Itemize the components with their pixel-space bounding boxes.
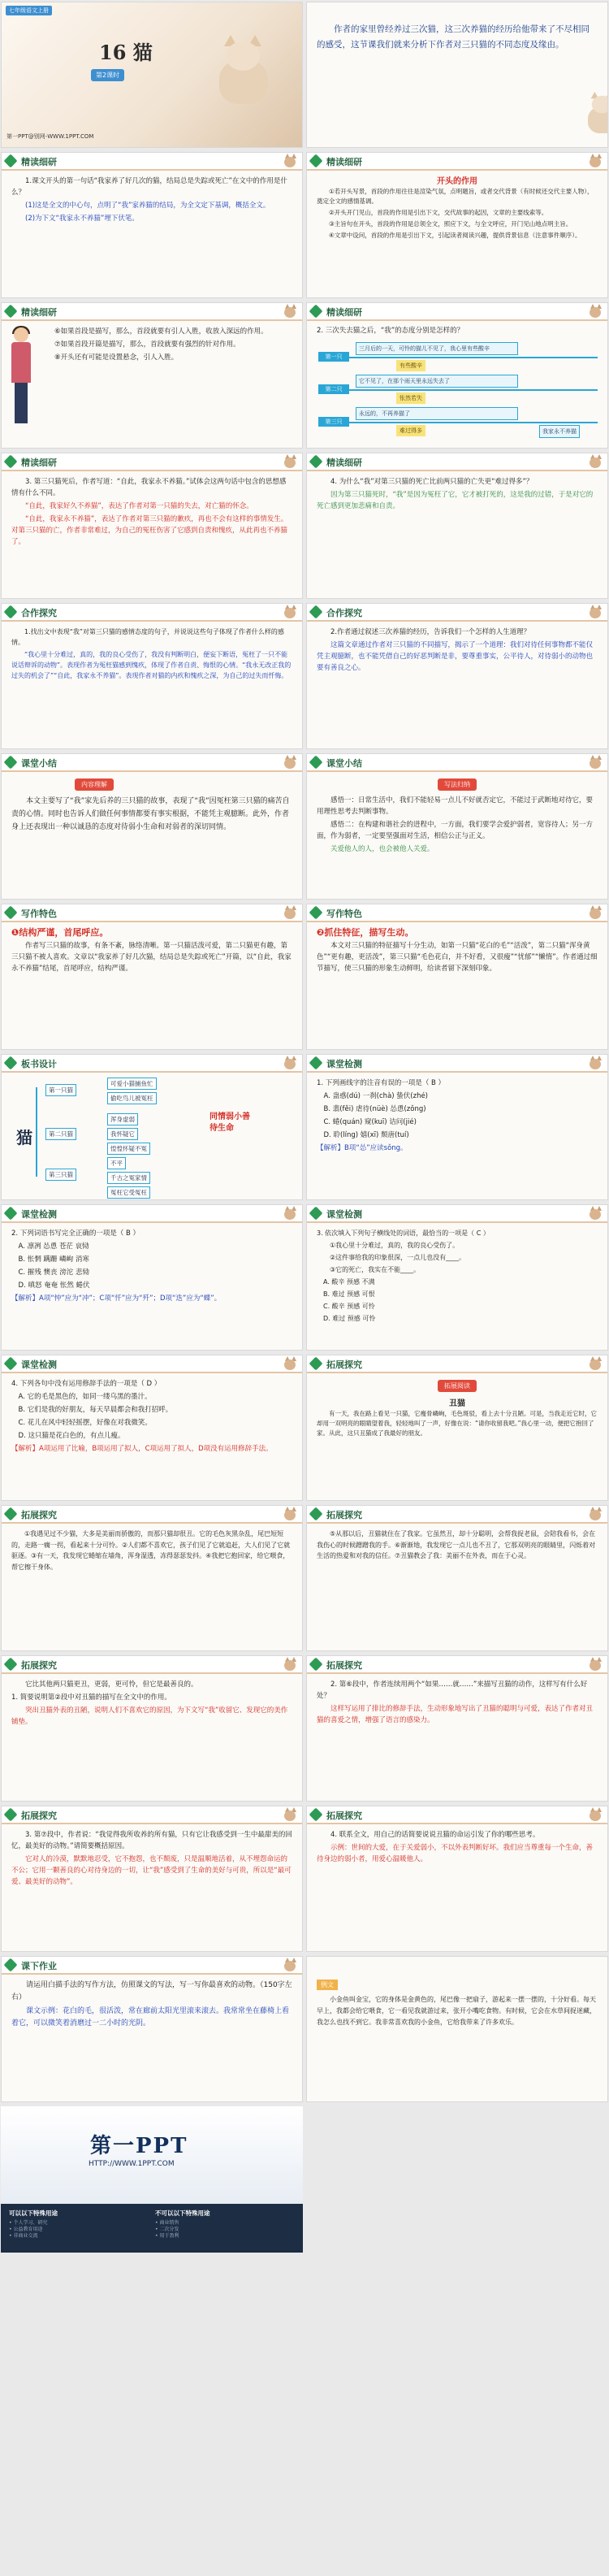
- content-tag: 内容理解: [75, 778, 114, 791]
- diamond-icon: [4, 1207, 18, 1221]
- insight-2: 感悟二：在构建和谐社会的进程中，一方面，我们要学会爱护弱者，宽容待人；另一方面，作为弱者，一定要坚强面对生活，相信公正与正义。: [317, 821, 594, 840]
- question: 3. 依次填入下列句子横线处的词语，最恰当的一项是（ C ）: [317, 1229, 490, 1237]
- section-title: 拓展探究: [21, 1811, 57, 1821]
- cat-face-icon: [283, 904, 297, 921]
- section-title: 精读细研: [326, 458, 362, 468]
- section-title: 精读细研: [21, 307, 57, 318]
- question: 1. 下列画线字的注音有误的一项是（ B ）: [317, 1079, 446, 1087]
- tree-group: 第二只猫: [45, 1128, 76, 1140]
- slide-24[interactable]: [306, 1655, 608, 1802]
- question: 2. 第⑥段中，作者连续用两个“如果……就……”来描写丑猫的动作，这样写有什么好处？: [317, 1680, 588, 1700]
- timeline-node: 第三只: [318, 417, 349, 427]
- option-b: B. 难过 预感 可恨: [323, 1290, 375, 1298]
- cat-face-icon: [283, 1806, 297, 1823]
- option-c: C. 摧残 懊丧 滂沱 悲恸: [18, 1268, 89, 1277]
- grade-tag: 七年级语文上册: [6, 6, 52, 15]
- option-d: D. 难过 预感 可怜: [323, 1315, 376, 1322]
- diamond-icon: [4, 305, 18, 319]
- homework-example: 课文示例：花白的毛，很活泼，常在廊前太阳光里滚来滚去。我常常坐在藤椅上看着它，可以微笑着消磨过一二小时的光阴。: [11, 2007, 290, 2027]
- slide-14[interactable]: [306, 904, 608, 1050]
- section-title: 拓展探究: [326, 1811, 362, 1821]
- question: 3. 第⑦段中，作者说：“我觉得我所收养的所有猫，只有它让我感受到一生中最甜美的回忆，最美好的动物。”请简要概括原因。: [11, 1831, 292, 1850]
- section-title: 写作特色: [21, 909, 57, 919]
- diamond-icon: [4, 756, 18, 770]
- cover-footer: 第一PPT@别网-WWW.1PPT.COM: [6, 133, 94, 140]
- feature-text: 作者写三只猫的故事，有条不紊，脉络清晰。第一只猫活泼可爱，第二只猫更有趣，第三只猫不被人喜欢。文章以“我家养了好几次猫，结局总是失踪或死亡”开篇，以“自此，我家永不养猫”结尾，首尾呼应，结构严谨。: [11, 942, 292, 973]
- item-3: ③主旨句在开头，首段的作用是总领全文，照应下文，与全文呼应，开门见山地点明主旨。: [329, 220, 572, 228]
- feeling-tag: 难过得多: [396, 425, 425, 436]
- cat-face-icon: [283, 754, 297, 770]
- section-title: 课堂小结: [326, 758, 362, 769]
- diamond-icon: [4, 455, 18, 469]
- cat-face-icon: [588, 604, 603, 620]
- brand-logo: 第一PPT: [90, 2134, 188, 2158]
- tree-conclusion: 同情弱小善待生命: [209, 1112, 250, 1133]
- brand-url: HTTP://WWW.1PPT.COM: [89, 2160, 175, 2168]
- diamond-icon: [4, 1507, 18, 1521]
- feature-point: ❷抓住特征，描写生动。: [317, 927, 414, 938]
- option-c: C. 花儿在风中轻轻摇摆，好像在对我微笑。: [18, 1419, 152, 1427]
- intro-text: 作者的家里曾经养过三次猫，这三次养猫的经历给他带来了不尽相同的感受，这节课我们就来分析下作者对三只猫的不同态度及缘由。: [317, 24, 590, 50]
- item-6: ⑥如果首段是描写，那么，首段就要有引人入胜，收放入深远的作用。: [54, 327, 268, 336]
- excerpt: 它比其他两只猫更丑，更弱，更可怜，但它是最善良的。: [25, 1680, 198, 1689]
- slide-13[interactable]: [1, 904, 303, 1050]
- section-title: 合作探究: [21, 608, 57, 618]
- question: 4. 为什么“我”对第三只猫的死亡比前两只猫的亡失更“难过得多”？: [330, 478, 533, 486]
- reading-title: 丑猫: [449, 1399, 465, 1408]
- answer: 这样写运用了排比的修辞手法，生动形象地写出了丑猫的聪明与可爱，表达了作者对丑猫的喜爱之情，增强了语言的感染力。: [317, 1705, 594, 1724]
- timeline-note: 它不见了，在那个雨天里永远失去了: [356, 375, 518, 388]
- slide-8[interactable]: [306, 453, 608, 599]
- item-4: ④文章中设问，首段的作用是引出下文，引起读者阅读兴趣，提供背景信息（注意事件顺序）。: [329, 232, 581, 239]
- cat-face-icon: [283, 453, 297, 470]
- diamond-icon: [309, 1207, 323, 1221]
- option-a: A. 蛊惑(dú) 一刹(chà) 蛰伏(zhé): [323, 1092, 429, 1100]
- timeline-node: 第一只: [318, 352, 349, 362]
- slide-12[interactable]: [306, 753, 608, 900]
- diamond-icon: [309, 906, 323, 920]
- tree-leaf: 千古之冤家情: [107, 1172, 150, 1184]
- slide-17[interactable]: [1, 1204, 303, 1351]
- question: 4. 联系全文，用自己的话简要说说丑猫的命运引发了你的哪些思考。: [330, 1831, 540, 1839]
- cover-slide[interactable]: [1, 2, 303, 148]
- slide-26[interactable]: [306, 1806, 608, 1952]
- answer-1: “自此，我家好久不养猫”，表达了作者对第一只猫的失去，对亡猫的怀念。: [25, 502, 253, 510]
- analysis: 【解析】A项“忡”应为“冲”；C项“忏”应为“歼”；D项“迭”应为“蝶”。: [11, 1295, 222, 1303]
- cat-face-icon: [283, 153, 297, 169]
- timeline-note: 三月后的一天，可怜的猫儿不见了，我心里有些酸辛: [356, 342, 518, 355]
- example-tag: 例文: [317, 1980, 338, 1990]
- board-tree: [2, 1055, 302, 1199]
- content-tag: 写法归纳: [438, 778, 477, 791]
- cat-face-icon: [588, 1355, 603, 1372]
- reading-text: ①我遇见过不少猫，大多是美丽而骄傲的，而那只猫却很丑。它的毛色灰黑杂乱，尾巴短短的，走路一瘸一拐，看起来十分可怜。②人们都不喜欢它，孩子们见了它就追赶，大人们见了它就驱逐。③有一天，我发现它蜷缩在墙角，浑身湿透，冻得瑟瑟发抖。④我把它抱回家，给它喂食，帮它擦干身体。: [11, 1530, 291, 1571]
- tree-leaf: 偷吃鸟儿被冤枉: [107, 1092, 157, 1104]
- cat-face-icon: [588, 904, 603, 921]
- card-title: 开头的作用: [437, 177, 477, 186]
- diamond-icon: [4, 1658, 18, 1672]
- item-2: ②开头开门见山，首段的作用是引出下文，交代故事的起因，文章的主要线索等。: [329, 209, 548, 216]
- cat-face-icon: [283, 1205, 297, 1221]
- cat-face-icon: [283, 1506, 297, 1522]
- allowed-title: 可以以下特殊用途: [9, 2210, 58, 2217]
- answer-1: (1)这是全文的中心句，点明了“我”家养猫的结局，为全文定下基调，概括全文。: [25, 202, 270, 210]
- section-title: 课堂检测: [326, 1059, 362, 1069]
- answer: 突出丑猫外表的丑陋，说明人们不喜欢它的原因，为下文写“我”收留它、发现它的美作铺垫。: [11, 1706, 288, 1726]
- answer: “我心里十分难过，真的，我的良心受伤了，我没有判断明白，便妄下断语，冤枉了一只不能说话辩诉的动物”。表现作者为冤枉猫感到愧疚，体现了作者自责、悔恨的心情。“我永无改正我的过失的机会了”“自此，我家永不养猫”。表现作者对猫的内疚和愧疚之深，为自己的过失而忏悔。: [11, 651, 292, 679]
- question: 1.课文开头的第一句话“我家养了好几次的猫，结局总是失踪或死亡”在文中的作用是什么？: [11, 177, 287, 197]
- analysis: 【解析】B项“怂”应读sǒng。: [317, 1144, 408, 1152]
- tree-leaf: 我怀疑它: [107, 1128, 138, 1140]
- option-a: A. 凛冽 怂恿 苍茫 哀恸: [18, 1242, 89, 1251]
- feature-text: 本文对三只猫的特征描写十分生动，如第一只猫“花白的毛”“活泼”，第二只猫“浑身黄色”“更有趣，更活泼”，第三只猫“毛色花白，并不好看，又很瘦”“忧郁”“懒惰”。作者通过细节描写，使三只猫的形象生动鲜明，给读者留下深刻印象。: [317, 942, 598, 973]
- cat-face-icon: [283, 1957, 297, 1973]
- section-title: 课堂检测: [21, 1360, 57, 1370]
- sentence-3: ③它的死亡，我实在不能____。: [330, 1266, 421, 1273]
- answer-2: “自此，我家永不养猫”，表达了作者对第三只猫的歉疚，再也不会有这样的事情发生。对第三只猫的亡，作者非常难过，为自己的冤枉伤害了它感到自责和愧疚，从此再也不养猫了。: [11, 515, 288, 546]
- cat-face-icon: [588, 1055, 603, 1071]
- slide-7[interactable]: [1, 453, 303, 599]
- slide-9[interactable]: [1, 603, 303, 749]
- item-1: ①若开头写景，首段的作用往往是渲染气氛，点明题旨，或者交代背景（有时候还交代主要人物），奠定全文的感情基调。: [317, 188, 594, 205]
- section-title: 拓展探究: [21, 1660, 57, 1671]
- timeline-end: 我家永不养猫: [539, 425, 580, 438]
- option-d: D. 嗔怒 奄奄 怅然 蜷伏: [18, 1281, 90, 1290]
- cat-face-icon: [588, 153, 603, 169]
- feeling-tag: 怅然若失: [396, 392, 425, 404]
- feature-point: ❶结构严谨，首尾呼应。: [11, 927, 109, 938]
- slide-6[interactable]: [306, 302, 608, 449]
- answer-2: (2)为下文“我家永不养猫”埋下伏笔。: [25, 215, 139, 223]
- diamond-icon: [4, 605, 18, 619]
- answer: 因为第三只猫死时，“我”是因为冤枉了它，它才被打死的，这是我的过错，于是对它的死亡感到更加悲痛和自责。: [317, 491, 594, 510]
- slide-5[interactable]: [1, 302, 303, 449]
- diamond-icon: [309, 605, 323, 619]
- diamond-icon: [309, 756, 323, 770]
- tree-group: 第一只猫: [45, 1084, 76, 1096]
- lesson-title: 16 猫: [99, 41, 153, 64]
- forbidden-title: 不可以以下特殊用途: [155, 2210, 210, 2217]
- timeline-node: 第二只: [318, 384, 349, 394]
- cat-face-icon: [588, 1205, 603, 1221]
- diamond-icon: [309, 1357, 323, 1371]
- tree-root: 猫: [16, 1128, 32, 1147]
- cat-face-icon: [588, 1806, 603, 1823]
- question: 1.找出文中表现“我”对第三只猫的感情态度的句子，并说说这些句子体现了作者什么样的感情。: [11, 628, 284, 646]
- option-a: A. 酸辛 预感 不满: [323, 1278, 375, 1286]
- slide-19[interactable]: [1, 1355, 303, 1501]
- slide-3[interactable]: [1, 152, 303, 298]
- cat-face-icon: [283, 1355, 297, 1372]
- feeling-tag: 有些酸辛: [396, 360, 425, 371]
- slide-27[interactable]: [1, 1956, 303, 2102]
- section-title: 课下作业: [21, 1961, 57, 1971]
- question: 2. 三次失去猫之后，“我”的态度分别是怎样的？: [317, 327, 464, 335]
- question: 4. 下列各句中没有运用修辞手法的一项是（ D ）: [11, 1380, 162, 1388]
- cat-face-icon: [588, 453, 603, 470]
- question: 2. 下列词语书写完全正确的一项是（ B ）: [11, 1229, 140, 1238]
- section-title: 精读细研: [326, 307, 362, 318]
- section-title: 精读细研: [326, 157, 362, 167]
- timeline-note: 永远的，不再养猫了: [356, 407, 518, 420]
- teacher-illustration: [6, 327, 36, 433]
- diamond-icon: [4, 1808, 18, 1822]
- item-7: ⑦如果首段开篇是描写，那么，首段就要有强烈的针对作用。: [54, 340, 240, 349]
- cat-face-icon: [588, 1656, 603, 1672]
- tree-leaf: 不平: [107, 1157, 126, 1169]
- summary-text: 本文主要写了“我”家先后养的三只猫的故事，表现了“我”因冤枉第三只猫的痛苦自责的心情。同时也告诉人们做任何事情都要有事实根据，不能凭主观臆断。此外，作者身上还表现出一种以诚恳的态度对待弱小生命和对弱者的深切同情。: [11, 797, 290, 831]
- cat-face-icon: [283, 1656, 297, 1672]
- example-text: 小金鱼叫金宝，它的身体是金黄色的，尾巴像一把扇子，游起来一摆一摆的，十分好看。每天早上，我都会给它喂食，它一看见我就游过来，张开小嘴吃食物。有时候，它会在水草间捉迷藏，我怎么也找不到它。我非常喜欢我的小金鱼，它给我带来了许多欢乐。: [317, 1996, 596, 2026]
- slide-18[interactable]: [306, 1204, 608, 1351]
- option-c: C. 蜷(quán) 窥(kuī) 诘问(jié): [323, 1118, 417, 1126]
- slide-4[interactable]: [306, 152, 608, 298]
- slide-10[interactable]: [306, 603, 608, 749]
- answer: 示例：世间的大爱，在于关爱弱小，不以外表判断好坏。我们应当尊重每一个生命，善待身边的弱小者，用爱心温暖他人。: [317, 1844, 594, 1863]
- slide-16[interactable]: [306, 1054, 608, 1200]
- slide-28[interactable]: [306, 1956, 608, 2102]
- slide-11[interactable]: [1, 753, 303, 900]
- section-title: 写作特色: [326, 909, 362, 919]
- slide-20[interactable]: [306, 1355, 608, 1501]
- item-8: ⑧开头还有可能是设置悬念，引人入胜。: [54, 353, 179, 362]
- question: 1. 简要说明第②段中对丑猫的描写在全文中的作用。: [11, 1693, 171, 1702]
- diamond-icon: [309, 455, 323, 469]
- tree-leaf: 惶惶怀疑不冤: [107, 1143, 150, 1155]
- insight-3: 关爱他人的人，也会被他人关爱。: [330, 845, 434, 853]
- reading-text: 有一天，我在路上看见一只猫，它瘦骨嶙峋，毛色斑驳，看上去十分丑陋。可是，当我走近它时，它却用一双明亮的眼睛望着我，轻轻地叫了一声，好像在说：“请你收留我吧。”我心里一动，便把它抱回了家。从此，这只丑猫成了我最好的朋友。: [317, 1410, 597, 1437]
- slide-25[interactable]: [1, 1806, 303, 1952]
- cat-face-icon: [283, 604, 297, 620]
- slide-23[interactable]: [1, 1655, 303, 1802]
- diamond-icon: [4, 154, 18, 168]
- cat-face-icon: [588, 303, 603, 319]
- section-title: 课堂检测: [326, 1209, 362, 1220]
- cat-face-icon: [588, 1506, 603, 1522]
- section-title: 课堂小结: [21, 758, 57, 769]
- forbidden-list: • 商业销售 • 二次分发 • 用于盈利: [155, 2220, 179, 2239]
- option-a: A. 它的毛是黑色的，如同一缕乌黑的墨汁。: [18, 1393, 152, 1401]
- section-title: 合作探究: [326, 608, 362, 618]
- homework-prompt: 请运用白描手法的写作方法，仿照课文的写法，写一写你最喜欢的动物。（150字左右）: [11, 1981, 292, 2001]
- answer: 这篇文章通过作者对三只猫的不同描写，揭示了一个道理：我们对待任何事物都不能仅凭主观臆断，也不能凭借自己的好恶判断是非，要尊重事实，公平待人，对待弱小的动物也要有善良之心。: [317, 641, 594, 672]
- insight-1: 感悟一：日常生活中，我们不能轻易一点儿不好就否定它，不能过于武断地对待它，要用理性思考去判断事物。: [317, 796, 594, 816]
- cat-face-icon: [588, 754, 603, 770]
- diamond-icon: [309, 1658, 323, 1672]
- tree-leaf: 冤枉它受冤枉: [107, 1186, 150, 1199]
- slide-15[interactable]: [1, 1054, 303, 1200]
- section-title: 拓展探究: [326, 1660, 362, 1671]
- lesson-subtitle: 第2课时: [91, 69, 124, 81]
- diamond-icon: [309, 154, 323, 168]
- tree-group: 第三只猫: [45, 1169, 76, 1181]
- option-b: B. 翡(fěi) 虐待(nüè) 怂恿(zǒng): [323, 1105, 426, 1113]
- section-title: 精读细研: [21, 458, 57, 468]
- cat-icon: [585, 92, 603, 119]
- section-title: 拓展探究: [326, 1510, 362, 1520]
- intro-slide[interactable]: [306, 2, 608, 148]
- section-title: 精读细研: [21, 157, 57, 167]
- diamond-icon: [309, 305, 323, 319]
- section-title: 板书设计: [21, 1059, 57, 1069]
- diamond-icon: [4, 1958, 18, 1972]
- reading-tag: 拓展阅读: [438, 1380, 477, 1392]
- tree-leaf: 可爱小猫捕鱼忙: [107, 1078, 157, 1090]
- diamond-icon: [309, 1507, 323, 1521]
- diamond-icon: [4, 906, 18, 920]
- diamond-icon: [309, 1056, 323, 1070]
- question: 2.作者通过叙述三次养猫的经历，告诉我们一个怎样的人生道理？: [330, 628, 531, 636]
- question: 3. 第三只猫死后，作者写道：“自此，我家永不养猫。”试体会这两句话中包含的思想感情有什么不同。: [11, 478, 287, 497]
- slide-21[interactable]: [1, 1505, 303, 1651]
- brand-footer: [1, 2106, 303, 2253]
- reading-text: ⑤从那以后，丑猫就住在了我家。它虽然丑，却十分聪明，会帮我捉老鼠，会陪我看书，会在我伤心的时候蹭蹭我的手。⑥渐渐地，我发现它一点儿也不丑了，它那双明亮的眼睛里，闪烁着对生活的热爱和对我的信任。⑦丑猫教会了我：美丽不在外表，而在于心灵。: [317, 1530, 596, 1559]
- answer: 它对人的冷漠，默默地忍受，它不抱怨，也不颓废，只是温顺地活着，从不埋怨命运的不公；它用一颗善良的心对待身边的一切，让“我”感受到了生命的美好与可贵，所以是“最可爱、最美好的动物”。: [11, 1855, 292, 1886]
- cat-face-icon: [283, 303, 297, 319]
- option-d: D. 这只猫是花白色的，有点儿瘦。: [18, 1432, 125, 1440]
- section-title: 课堂检测: [21, 1209, 57, 1220]
- option-b: B. 它们是我的好朋友，每天早晨都会和我打招呼。: [18, 1406, 173, 1414]
- sentence-2: ②这件事给我的印象很深，一点儿也没有____。: [330, 1254, 466, 1261]
- diamond-icon: [4, 1357, 18, 1371]
- option-c: C. 酸辛 预感 可怜: [323, 1303, 375, 1310]
- sentence-1: ①我心里十分难过，真的，我的良心受伤了。: [330, 1242, 460, 1249]
- tree-leaf: 浑身虚弱: [107, 1113, 138, 1125]
- option-b: B. 怅惘 蹒跚 嶙峋 消寒: [18, 1255, 89, 1264]
- option-d: D. 聆(líng) 嬉(xī) 颓唐(tuí): [323, 1131, 409, 1139]
- slide-22[interactable]: [306, 1505, 608, 1651]
- section-title: 拓展探究: [326, 1360, 362, 1370]
- section-title: 拓展探究: [21, 1510, 57, 1520]
- analysis: 【解析】A项运用了比喻，B项运用了拟人，C项运用了拟人，D项没有运用修辞手法。: [11, 1445, 273, 1453]
- cat-illustration: [214, 35, 271, 108]
- diamond-icon: [309, 1808, 323, 1822]
- allowed-list: • 个人学习、研究 • 公益教育用途 • 非商业交流: [9, 2220, 48, 2239]
